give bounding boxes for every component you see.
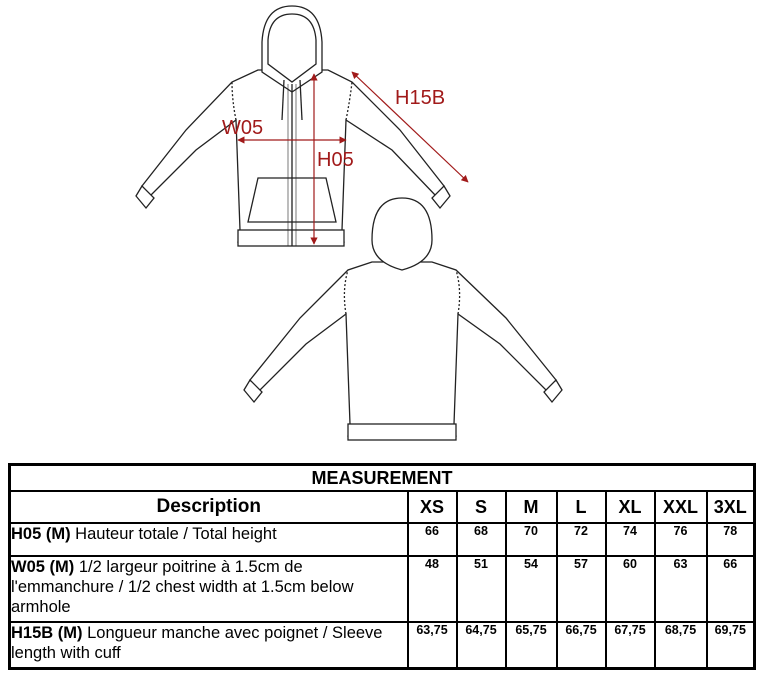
cell-value: 66,75 (557, 622, 606, 668)
measurement-table (8, 463, 756, 670)
cell-value: 65,75 (506, 622, 557, 668)
cell-value: 74 (606, 523, 655, 556)
size-header-xs: XS (408, 491, 457, 523)
cell-value: 63,75 (408, 622, 457, 668)
row-code: W05 (M) (11, 558, 75, 576)
size-header-3xl: 3XL (707, 491, 755, 523)
cell-value: 68,75 (655, 622, 707, 668)
row-description (10, 622, 408, 668)
table-row (10, 556, 755, 622)
size-header-l: L (557, 491, 606, 523)
h15b-label: H15B (395, 87, 446, 109)
size-header-xl: XL (606, 491, 655, 523)
cell-value: 67,75 (606, 622, 655, 668)
cell-value: 68 (457, 523, 506, 556)
size-header-m: M (506, 491, 557, 523)
cell-value: 54 (506, 556, 557, 622)
row-description (10, 556, 408, 622)
row-text: Hauteur totale / Total height (70, 525, 277, 543)
description-header: Description (10, 491, 408, 523)
table-row (10, 523, 755, 556)
cell-value: 72 (557, 523, 606, 556)
table-header-row (10, 491, 755, 523)
table-row (10, 622, 755, 668)
table-title: MEASUREMENT (10, 465, 755, 492)
cell-value: 57 (557, 556, 606, 622)
table-title-row (10, 465, 755, 492)
cell-value: 69,75 (707, 622, 755, 668)
cell-value: 66 (707, 556, 755, 622)
row-code: H05 (M) (11, 525, 71, 543)
cell-value: 48 (408, 556, 457, 622)
cell-value: 78 (707, 523, 755, 556)
row-text: 1/2 largeur poitrine à 1.5cm de l'emmanchure / 1/2 chest width at 1.5cm below armhole (11, 558, 354, 616)
cell-value: 66 (408, 523, 457, 556)
size-header-s: S (457, 491, 506, 523)
cell-value: 63 (655, 556, 707, 622)
size-header-xxl: XXL (655, 491, 707, 523)
w05-label: W05 (222, 117, 264, 139)
cell-value: 60 (606, 556, 655, 622)
row-description (10, 523, 408, 556)
cell-value: 64,75 (457, 622, 506, 668)
h05-label: H05 (317, 149, 354, 171)
row-code: H15B (M) (11, 624, 83, 642)
row-text: Longueur manche avec poignet / Sleeve length with cuff (11, 624, 383, 662)
cell-value: 70 (506, 523, 557, 556)
cell-value: 76 (655, 523, 707, 556)
cell-value: 51 (457, 556, 506, 622)
